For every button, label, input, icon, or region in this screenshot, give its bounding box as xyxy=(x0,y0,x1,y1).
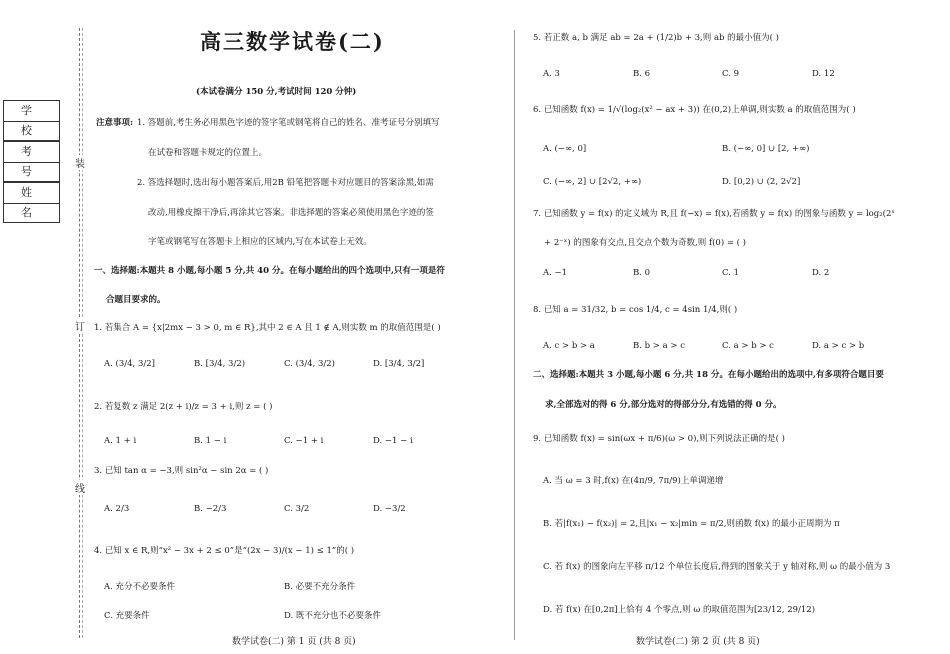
q9-option-c: C. 若 f(x) 的图象向左平移 π/12 个单位长度后,得到的图象关于 y 轴对称,则 ω 的最小值为 3 xyxy=(543,562,891,572)
notes-label: 注意事项: xyxy=(96,118,134,128)
q4-option-d: D. 既不充分也不必要条件 xyxy=(284,611,381,621)
note-1-line-2: 在试卷和答题卡规定的位置上。 xyxy=(148,148,268,158)
q9-option-d: D. 若 f(x) 在[0,2π]上恰有 4 个零点,则 ω 的取值范围为[23/12, 29/12) xyxy=(543,605,816,615)
q6-option-c: C. (−∞, 2] ∪ [2√2, +∞) xyxy=(543,177,642,187)
binding-char-ding: 订 xyxy=(73,318,87,333)
q4-option-b: B. 必要不充分条件 xyxy=(284,582,356,592)
exam-number-label: 考 号 xyxy=(4,142,59,163)
q7-option-d: D. 2 xyxy=(812,268,830,278)
page-title: 高三数学试卷(二) xyxy=(200,29,385,54)
q5-stem: 5. 若正数 a, b 满足 ab = 2a + (1/2)b + 3,则 ab 的最小值为( ) xyxy=(533,33,780,43)
q8-stem: 8. 已知 a = 31/32, b = cos 1/4, c = 4sin 1/4,则( ) xyxy=(533,305,738,315)
binding-line xyxy=(79,28,80,638)
school-label: 学 校 xyxy=(4,101,59,122)
q7-stem: 7. 已知函数 y = f(x) 的定义域为 R,且 f(−x) = f(x),若函数 y = f(x) 的图象与函数 y = log₂(2ˣ xyxy=(533,209,895,219)
q1-option-a: A. (3/4, 3/2] xyxy=(104,359,155,369)
section-2-heading-cont: 求,全部选对的得 6 分,部分选对的得部分分,有选错的得 0 分。 xyxy=(545,400,782,410)
q5-option-c: C. 9 xyxy=(722,69,740,79)
q5-option-d: D. 12 xyxy=(812,69,835,79)
q8-option-c: C. a > b > c xyxy=(722,341,774,351)
q1-stem: 1. 若集合 A = {x|2mx − 3 > 0, m ∈ R},其中 2 ∈ A 且 1 ∉ A,则实数 m 的取值范围是( ) xyxy=(94,323,441,333)
section-2-heading: 二、选择题:本题共 3 小题,每小题 6 分,共 18 分。在每小题给出的选项中,有多项符合题目要 xyxy=(533,370,884,380)
name-box xyxy=(3,182,60,223)
q3-option-a: A. 2/3 xyxy=(104,504,130,514)
q1-option-c: C. (3/4, 3/2) xyxy=(284,359,335,369)
q8-option-a: A. c > b > a xyxy=(543,341,595,351)
binding-line-inner xyxy=(82,28,83,638)
q3-option-d: D. −3/2 xyxy=(373,504,406,514)
q9-option-b: B. 若|f(x₁) − f(x₂)| = 2,且|x₁ − x₂|min = π/2,则函数 f(x) 的最小正周期为 π xyxy=(543,519,840,529)
binding-char-xian: 线 xyxy=(73,480,87,495)
exam-number-box xyxy=(3,141,60,182)
page-2-footer: 数学试卷(二) 第 2 页 (共 8 页) xyxy=(636,637,760,647)
q1-option-d: D. [3/4, 3/2] xyxy=(373,359,425,369)
q8-option-d: D. a > c > b xyxy=(812,341,865,351)
q3-option-c: C. 3/2 xyxy=(284,504,310,514)
q7-option-c: C. 1 xyxy=(722,268,740,278)
q8-option-b: B. b > a > c xyxy=(633,341,685,351)
name-label: 姓 名 xyxy=(4,183,59,204)
school-box xyxy=(3,100,60,141)
q4-stem: 4. 已知 x ∈ R,则“x² − 3x + 2 ≤ 0”是“(2x − 3)/(x − 1) ≤ 1”的( ) xyxy=(94,546,355,556)
q5-option-b: B. 6 xyxy=(633,69,651,79)
q3-option-b: B. −2/3 xyxy=(194,504,227,514)
binding-char-zhuang: 装 xyxy=(73,155,87,170)
q5-option-a: A. 3 xyxy=(543,69,560,79)
section-1-heading-cont: 合题目要求的。 xyxy=(106,295,166,305)
q2-option-c: C. −1 + i xyxy=(284,436,324,446)
q6-option-d: D. [0,2) ∪ (2, 2√2] xyxy=(722,177,801,187)
q2-option-b: B. 1 − i xyxy=(194,436,227,446)
note-2-line-2: 改动,用橡皮擦干净后,再涂其它答案。非选择题的答案必须使用黑色字迹的签 xyxy=(148,208,434,218)
q6-stem: 6. 已知函数 f(x) = 1/√(log₂(x² − ax + 3)) 在(0,2)上单调,则实数 a 的取值范围为( ) xyxy=(533,105,856,115)
q7-option-a: A. −1 xyxy=(543,268,568,278)
note-1-line-1: 1. 答题前,考生务必用黑色字迹的签字笔或钢笔将自己的姓名、准考证号分别填写 xyxy=(137,118,440,128)
q7-option-b: B. 0 xyxy=(633,268,651,278)
q9-stem: 9. 已知函数 f(x) = sin(ωx + π/6)(ω > 0),则下列说法正确的是( ) xyxy=(533,434,785,444)
q1-option-b: B. [3/4, 3/2) xyxy=(194,359,246,369)
q2-stem: 2. 若复数 z 满足 2(z + i)/z = 3 + i,则 z = ( ) xyxy=(94,402,273,412)
q2-option-a: A. 1 + i xyxy=(104,436,137,446)
note-2-line-3: 字笔或钢笔写在答题卡上相应的区域内,写在本试卷上无效。 xyxy=(148,237,372,247)
q4-option-a: A. 充分不必要条件 xyxy=(104,582,176,592)
section-1-heading: 一、选择题:本题共 8 小题,每小题 5 分,共 40 分。在每小题给出的四个选项中,只有一项是符 xyxy=(94,266,445,276)
q6-option-a: A. (−∞, 0] xyxy=(543,144,587,154)
q9-option-a: A. 当 ω = 3 时,f(x) 在(4π/9, 7π/9)上单调递增 xyxy=(543,476,724,486)
q7-stem-cont: + 2⁻ˣ) 的图象有交点,且交点个数为奇数,则 f(0) = ( ) xyxy=(544,238,746,248)
q2-option-d: D. −1 − i xyxy=(373,436,413,446)
page-1-footer: 数学试卷(二) 第 1 页 (共 8 页) xyxy=(232,637,356,647)
exam-subtitle: (本试卷满分 150 分,考试时间 120 分钟) xyxy=(196,87,357,97)
q4-option-c: C. 充要条件 xyxy=(104,611,150,621)
page-divider xyxy=(514,30,515,640)
q6-option-b: B. (−∞, 0] ∪ [2, +∞) xyxy=(722,144,810,154)
q3-stem: 3. 已知 tan α = −3,则 sin²α − sin 2α = ( ) xyxy=(94,466,269,476)
note-2-line-1: 2. 答选择题时,选出每小题答案后,用2B 铅笔把答题卡对应题目的答案涂黑,如需 xyxy=(137,178,434,188)
